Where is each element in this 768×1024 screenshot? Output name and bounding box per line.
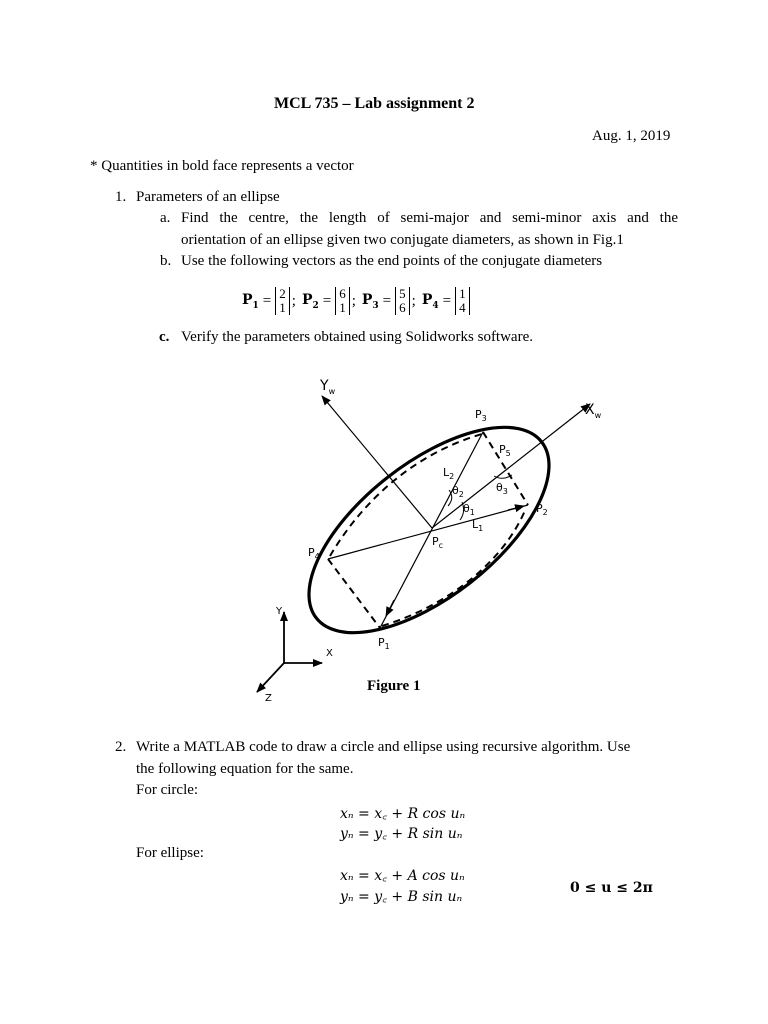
- diameter-p1-p3: [380, 432, 483, 628]
- q1-number: 1.: [115, 189, 127, 205]
- q2-line1: Write a MATLAB code to draw a circle and ellipse using recursive algorithm. Use: [136, 739, 631, 755]
- q2-number: 2.: [115, 739, 127, 755]
- vector-p3-matrix: 5 6: [395, 287, 410, 315]
- vector-equations: $P_1$ = 2 1 ; $P_2$ = 6 1 ; $P_3$ = 5 6 ; $P_4$ = 1 4: [242, 284, 470, 318]
- label-p4: $P_4$: [308, 546, 320, 562]
- label-triad-x: X: [326, 648, 333, 659]
- yw-axis: [322, 396, 432, 528]
- ellipse-equation-x: xₙ = x꜀ + A cos uₙ: [340, 868, 465, 884]
- q1a-line1: Find the centre, the length of semi-major and semi-minor axis and the: [181, 210, 678, 226]
- label-yw: $Y_w$: [320, 378, 336, 396]
- dashed-ellipse-arc-lower: [382, 508, 526, 626]
- label-p5: $P_5$: [499, 443, 511, 459]
- figure-caption: Figure 1: [367, 678, 421, 694]
- label-p3: $P_3$: [475, 408, 487, 424]
- q1b-text: Use the following vectors as the end points of the conjugate diameters: [181, 253, 603, 269]
- label-theta3: $\theta_3$: [496, 481, 508, 497]
- label-p1: $P_1$: [378, 636, 390, 652]
- triad-z-axis: [257, 663, 284, 692]
- q1b-label: b.: [160, 253, 172, 269]
- label-p2: $P_2$: [536, 502, 548, 518]
- ellipse-outline: [275, 389, 583, 671]
- label-theta2: $\theta_2$: [452, 484, 464, 500]
- label-l1: $L_1$: [472, 518, 484, 534]
- ellipse-label: For ellipse:: [136, 845, 204, 861]
- q1c-label: c.: [159, 329, 170, 345]
- ellipse-equation-y: yₙ = y꜀ + B sin uₙ: [340, 889, 463, 905]
- circle-label: For circle:: [136, 782, 199, 798]
- vector-p4-matrix: 1 4: [455, 287, 470, 315]
- label-l2: $L_2$: [443, 466, 455, 482]
- q1-title: Parameters of an ellipse: [136, 189, 280, 205]
- q2-line2: the following equation for the same.: [136, 761, 354, 777]
- label-pc: $P_c$: [432, 535, 444, 551]
- date: Aug. 1, 2019: [592, 128, 671, 144]
- dashed-parallelogram: [328, 559, 380, 628]
- q1c-text: Verify the parameters obtained using Solidworks software.: [181, 329, 533, 345]
- label-xw: $X_w$: [585, 402, 602, 420]
- diameter-p4-p2: [328, 505, 528, 559]
- label-theta1: $\theta_1$: [463, 502, 475, 518]
- circle-equation-y: yₙ = y꜀ + R sin uₙ: [340, 826, 463, 842]
- vector-p2-matrix: 6 1: [335, 287, 350, 315]
- bold-vector-note: * Quantities in bold face represents a vector: [90, 158, 354, 174]
- label-triad-z: Z: [265, 693, 272, 704]
- page-title: MCL 735 – Lab assignment 2: [274, 95, 475, 112]
- circle-equation-x: xₙ = x꜀ + R cos uₙ: [340, 806, 466, 822]
- parameter-range: 0 ≤ u ≤ 2π: [570, 880, 653, 896]
- q1a-label: a.: [160, 210, 171, 226]
- q1a-line2: orientation of an ellipse given two conjugate diameters, as shown in Fig.1: [181, 232, 624, 248]
- vector-p1-matrix: 2 1: [275, 287, 290, 315]
- label-triad-y: Y: [276, 606, 283, 617]
